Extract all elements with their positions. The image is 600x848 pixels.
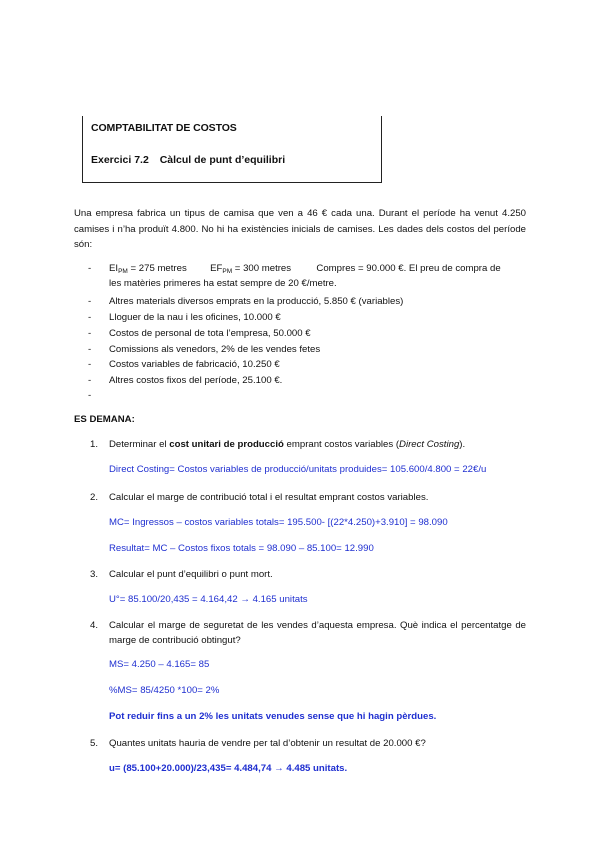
answer-3: U°= 85.100/20,435 = 4.164,42 → 4.165 unitats	[109, 594, 308, 605]
bullet-dash: -	[88, 359, 92, 370]
data-item-text: Altres costos fixos del període, 25.100 €.	[109, 375, 283, 386]
data-item-text: Costos variables de fabricació, 10.250 €	[109, 359, 280, 370]
data-item-text: Lloguer de la nau i les oficines, 10.000 €	[109, 312, 281, 323]
ef-value: = 300 metres	[234, 263, 292, 274]
answer-5: u= (85.100+20.000)/23,435= 4.484,74 → 4.485 unitats.	[109, 763, 348, 774]
ef-label: EF	[210, 263, 223, 274]
question-text: Quantes unitats hauria de vendre per tal d’obtenir un resultat de 20.000 €?	[109, 738, 426, 749]
data-item-text: Comissions als venedors, 2% de les vendes fetes	[109, 344, 321, 355]
exercise-number: Exercici 7.2	[91, 154, 149, 166]
question-number: 3.	[90, 569, 99, 580]
answer-2-resultat: Resultat= MC – Costos fixos totals = 98.090 – 85.100= 12.990	[109, 543, 374, 554]
bullet-dash: -	[88, 390, 92, 401]
ei-subscript: PM	[118, 268, 128, 275]
answer-2-mc: MC= Ingressos – costos variables totals= 195.500- [(22*4.250)+3.910] = 98.090	[109, 517, 448, 528]
bullet-dash: -	[88, 263, 92, 274]
ei-value: = 275 metres	[130, 263, 187, 274]
ei-label: EI	[109, 263, 119, 274]
question-text	[109, 437, 526, 452]
bullet-dash: -	[88, 344, 92, 355]
section-heading: ES DEMANA:	[74, 414, 135, 425]
question-number: 5.	[90, 738, 99, 749]
bullet-dash: -	[88, 296, 92, 307]
question-text: Calcular el marge de contribució total i el resultat emprant costos variables.	[109, 492, 429, 503]
data-item-text	[109, 262, 527, 278]
answer-4-interpretation: Pot reduir fins a un 2% les unitats venudes sense que hi hagin pèrdues.	[109, 711, 437, 722]
bullet-dash: -	[88, 312, 92, 323]
header-box	[82, 116, 382, 183]
q1-mid: emprant costos variables (	[283, 439, 400, 450]
question-number: 4.	[90, 620, 99, 631]
exercise-title: Càlcul de punt d’equilibri	[159, 154, 286, 166]
q1-italic: Direct Costing	[399, 439, 460, 450]
answer-4-ms: MS= 4.250 – 4.165= 85	[109, 659, 210, 670]
intro-paragraph: Una empresa fabrica un tipus de camisa que ven a 46 € cada una. Durant el període ha venut 4.250 camises i n’ha produït 4.800. No hi ha existències inicials de camises. Les dades dels costos del període són:	[74, 208, 526, 250]
bullet-dash: -	[88, 328, 92, 339]
bullet-dash: -	[88, 375, 92, 386]
question-text: Calcular el punt d’equilibri o punt mort.	[109, 569, 273, 580]
ef-subscript: PM	[222, 268, 233, 275]
question-number: 2.	[90, 492, 99, 503]
compres-text: Compres = 90.000 €. El preu de compra de	[316, 263, 501, 274]
question-number: 1.	[90, 439, 99, 450]
continuation-text: les matèries primeres ha estat sempre de 20 €/metre.	[109, 278, 337, 289]
answer-1: Direct Costing= Costos variables de producció/unitats produides= 105.600/4.800 = 22€/u	[109, 464, 487, 475]
data-item-text: Altres materials diversos emprats en la producció, 5.850 € (variables)	[109, 296, 404, 307]
q1-post: ).	[459, 439, 466, 450]
q1-pre: Determinar el	[109, 439, 170, 450]
question-text: Calcular el marge de seguretat de les vendes d’aquesta empresa. Què indica el percentatge de marge de contribució obtingut?	[109, 620, 526, 646]
document-title: COMPTABILITAT DE COSTOS	[91, 122, 237, 134]
q1-bold: cost unitari de producció	[169, 439, 284, 450]
answer-4-percent: %MS= 85/4250 *100= 2%	[109, 685, 220, 696]
data-item-text: Costos de personal de tota l’empresa, 50.000 €	[109, 328, 311, 339]
exercise-heading	[91, 154, 285, 166]
